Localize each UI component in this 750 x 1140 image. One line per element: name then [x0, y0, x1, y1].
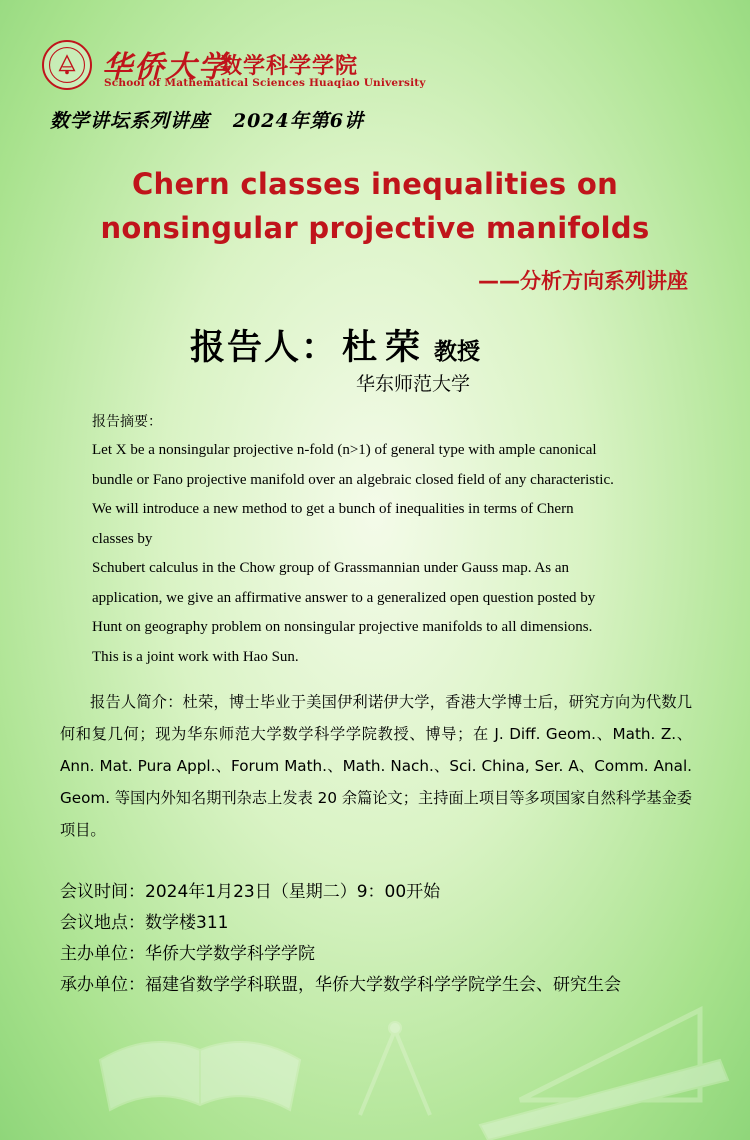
speaker-name: 杜荣 — [342, 328, 429, 368]
talk-title-line: nonsingular projective manifolds — [100, 211, 650, 245]
talk-subtitle: ——分析方向系列讲座 — [478, 269, 688, 293]
decorative-stationery-illustration — [0, 990, 750, 1140]
abstract-line: Let X be a nonsingular projective n-fold (n>1) of general type with ample canonical — [92, 442, 597, 458]
abstract-line: classes by — [92, 530, 153, 547]
abstract-line: Schubert calculus in the Chow group of Grassmannian under Gauss map. As an — [92, 560, 569, 576]
host-organizer: 主办单位：华侨大学数学科学学院 — [60, 944, 315, 964]
speaker-bio: 报告人简介：杜荣，博士毕业于美国伊利诺伊大学，香港大学博士后，研究方向为代数几何和复几何；现为华东师范大学数学科学学院教授、博导；在 J. Diff. Geom.、Math. Z.、Ann. Mat. Pura Appl.、Forum Math.、Math. Nach.、Sci. China, Ser. A、Comm. Anal. Geom. 等国内外知名期刊杂志上发表 20 余篇论文；主持面上项目等多项国家自然科学基金委项目。 — [60, 693, 692, 839]
abstract-label: 报告摘要： — [92, 414, 162, 430]
meeting-time: 会议时间：2024年1月23日（星期二）9：00开始 — [60, 882, 441, 902]
co-organizer: 承办单位：福建省数学学科联盟，华侨大学数学科学学院学生会、研究生会 — [60, 975, 621, 995]
abstract-text — [92, 436, 652, 672]
speaker-affiliation: 华东师范大学 — [356, 373, 471, 395]
abstract-line: We will introduce a new method to get a bunch of inequalities in terms of Chern — [92, 501, 574, 517]
talk-title-line: Chern classes inequalities on — [131, 167, 619, 201]
speaker-label: 报告人： — [190, 328, 339, 368]
university-seal-logo — [42, 40, 92, 90]
school-name-cn: 数学科学学院 — [220, 54, 359, 79]
meeting-info — [60, 877, 621, 1001]
university-name: 华侨大学 — [102, 50, 230, 85]
abstract-line: This is a joint work with Hao Sun. — [92, 648, 299, 665]
lecture-series: 数学讲坛系列讲座 2024年第6讲 — [50, 110, 364, 132]
speaker-line — [190, 320, 480, 370]
abstract-line: application, we give an affirmative answer to a generalized open question posted by — [92, 589, 596, 606]
seal-icon — [44, 42, 90, 88]
meeting-location: 会议地点：数学楼311 — [60, 913, 229, 933]
talk-title — [0, 162, 750, 250]
abstract-line: bundle or Fano projective manifold over an algebraic closed field of any characteristic. — [92, 471, 614, 488]
school-name-en: School of Mathematical Sciences Huaqiao University — [104, 77, 426, 89]
speaker-title: 教授 — [434, 339, 481, 365]
abstract-line: Hunt on geography problem on nonsingular projective manifolds to all dimensions. — [92, 619, 593, 635]
compass-icon — [360, 1030, 430, 1115]
